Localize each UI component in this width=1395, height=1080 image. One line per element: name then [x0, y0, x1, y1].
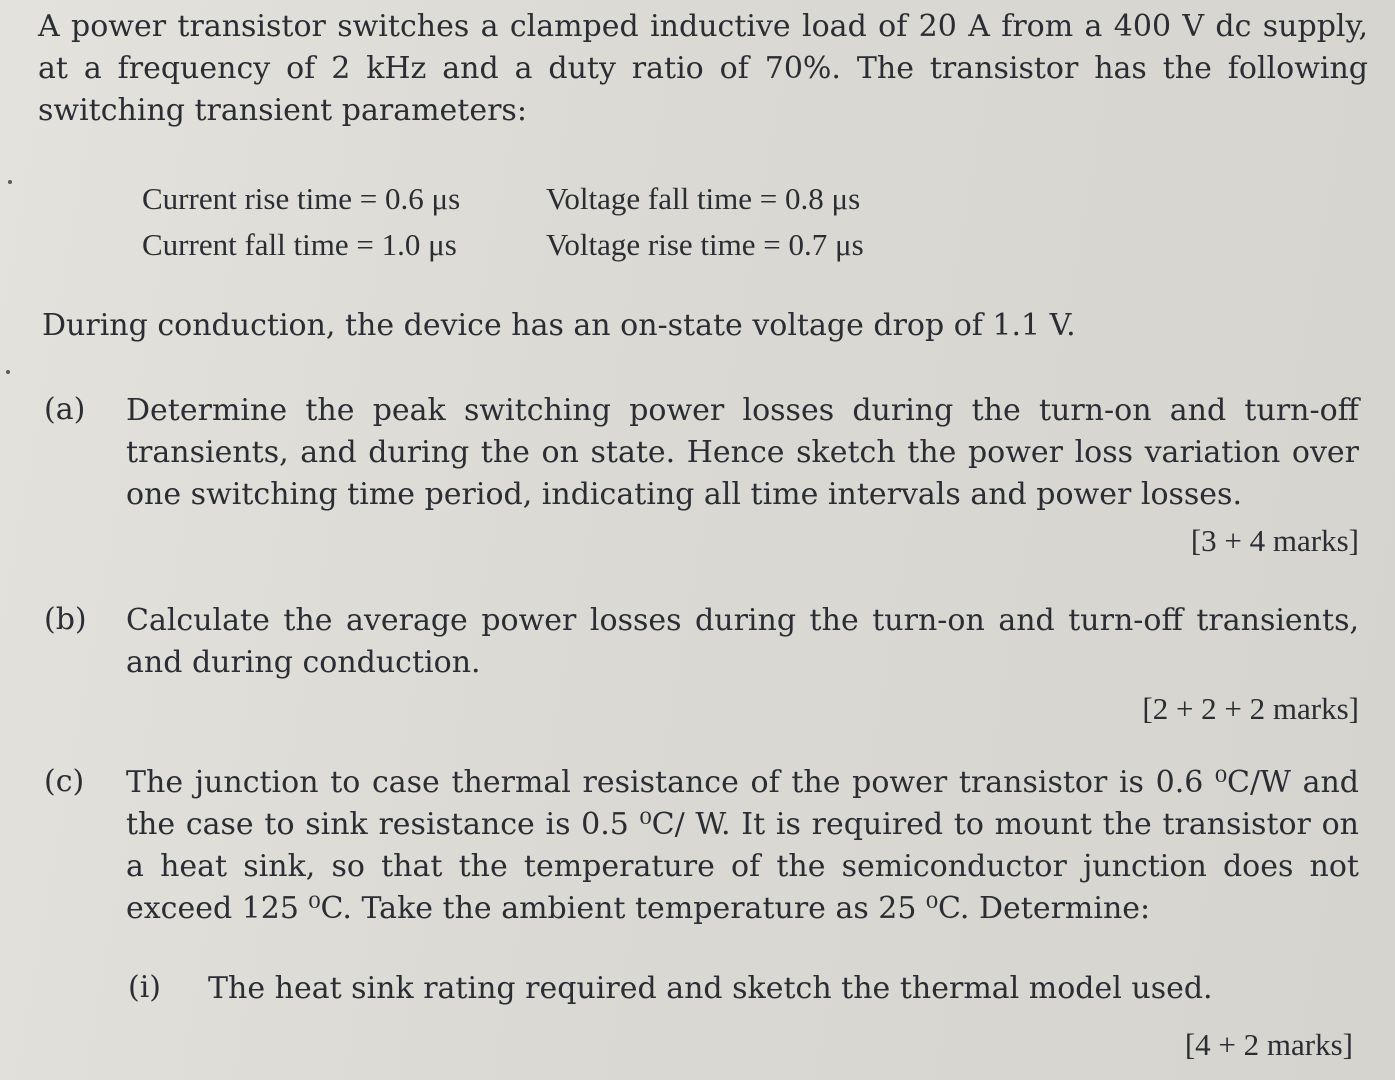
- question-b: [44, 600, 1359, 726]
- question-label: (b): [44, 602, 87, 637]
- question-a: [44, 390, 1359, 558]
- conduction-note: During conduction, the device has an on-state voltage drop of 1.1 V.: [42, 308, 1076, 343]
- question-label: (i): [128, 970, 162, 1005]
- voltage-fall-time: Voltage fall time = 0.8 μs: [546, 180, 861, 216]
- current-fall-time: Current fall time = 1.0 μs: [142, 226, 457, 262]
- question-text: The heat sink rating required and sketch the thermal model used.: [208, 971, 1213, 1006]
- parameter-row: [142, 222, 950, 268]
- question-c-i: [128, 968, 1353, 1062]
- marks-label: [4 + 2 marks]: [1184, 1027, 1353, 1062]
- current-rise-time: Current rise time = 0.6 μs: [142, 180, 461, 216]
- parameter-row: [142, 176, 950, 222]
- switching-parameters: [142, 176, 950, 268]
- problem-intro: A power transistor switches a clamped inductive load of 20 A from a 400 V dc supply, at a frequency of 2 kHz and a duty ratio of 70%. The transistor has the following switching transient parameters:: [38, 9, 1368, 128]
- question-text: Calculate the average power losses during the turn-on and turn-off transients, and during conduction.: [126, 603, 1359, 680]
- paper-speck: [8, 180, 12, 184]
- question-label: (a): [44, 392, 86, 427]
- question-text: The junction to case thermal resistance of the power transistor is 0.6 ⁰C/W and the case to sink resistance is 0.5 ⁰C/ W. It is required to mount the transistor on a heat sink, so that the temperature of the semiconductor junction does not exceed 125 ⁰C. Take the ambient temperature as 25 ⁰C. Determine:: [126, 765, 1359, 926]
- marks-label: [2 + 2 + 2 marks]: [1142, 691, 1359, 726]
- voltage-rise-time: Voltage rise time = 0.7 μs: [546, 226, 864, 262]
- question-c: [44, 762, 1359, 930]
- marks-label: [3 + 4 marks]: [1190, 523, 1359, 558]
- question-label: (c): [44, 764, 85, 799]
- question-text: Determine the peak switching power losses during the turn-on and turn-off transients, and during the on state. Hence sketch the power loss variation over one switching time period, indicating all time intervals and power losses.: [126, 393, 1359, 512]
- paper-speck: [6, 370, 10, 374]
